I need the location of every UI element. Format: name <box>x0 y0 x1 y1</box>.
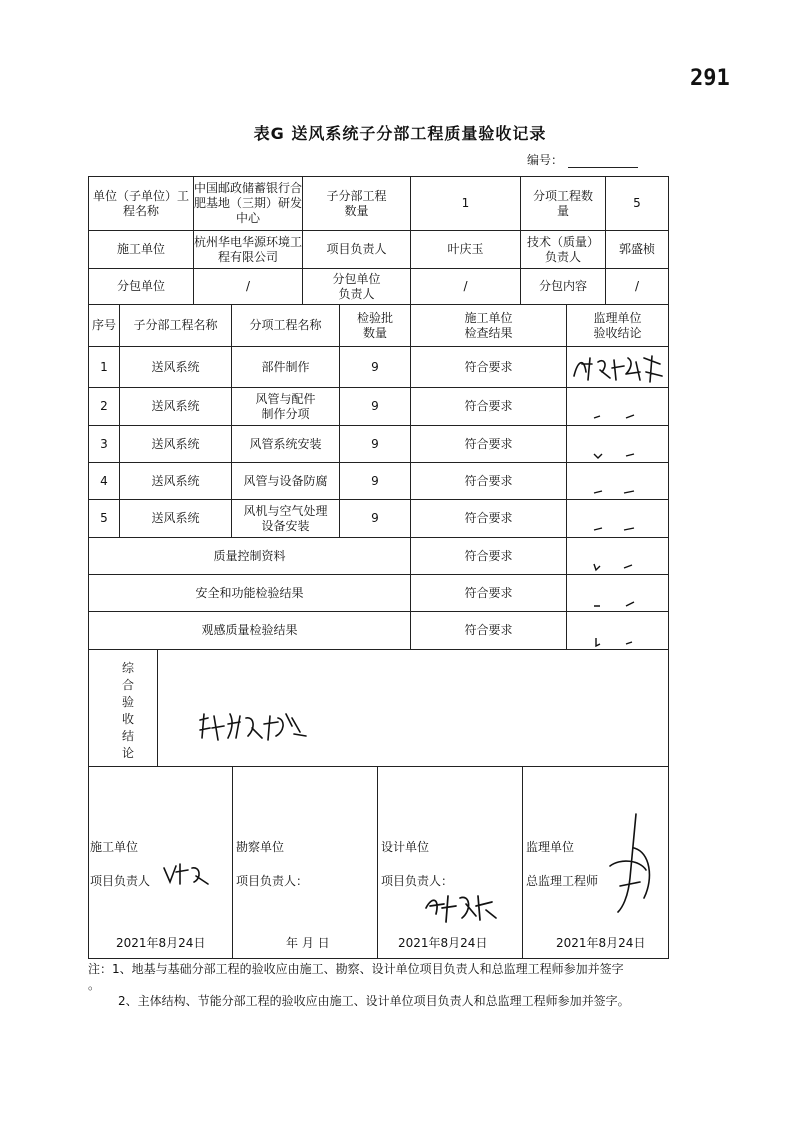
item-count-value: 5 <box>633 196 641 210</box>
summary-safety: 安全和功能检验结果 <box>195 585 304 600</box>
unit-name-value: 中国邮政储蓄银行合肥基地（三期）研发中心 <box>194 181 303 225</box>
row-4-subdivision: 送风系统 <box>151 473 200 488</box>
sign-contractor-unit: 施工单位 <box>90 840 139 854</box>
sign-supervision-date: 2021年8月24日 <box>556 936 646 950</box>
ditto-mark <box>590 598 650 610</box>
serial-label: 编号： <box>527 153 564 167</box>
col-item: 分项工程名称 <box>249 318 322 332</box>
col-batch: 检验批数量 <box>356 310 393 340</box>
sub-count-value: 1 <box>461 196 470 210</box>
contractor-label: 施工单位 <box>116 242 165 256</box>
subcontractor-value: / <box>245 279 251 293</box>
sub-content-value: / <box>634 279 640 293</box>
sign-survey-date: 年 月 日 <box>286 936 330 950</box>
sign-contractor-role: 项目负责人 <box>90 874 151 888</box>
row-5-seq: 5 <box>100 511 108 525</box>
ditto-mark <box>590 448 650 460</box>
row-5-check: 符合要求 <box>464 511 513 525</box>
summary-appearance-check: 符合要求 <box>464 623 513 637</box>
sub-count-label: 子分部工程数量 <box>326 188 387 218</box>
row-3-seq: 3 <box>100 436 108 451</box>
sign-survey-unit: 勘察单位 <box>236 840 285 854</box>
sign-supervision-unit: 监理单位 <box>526 840 575 854</box>
ditto-mark <box>590 522 650 534</box>
ditto-mark <box>590 560 650 572</box>
row-2-item: 风管与配件制作分项 <box>255 391 316 421</box>
sub-manager-value: / <box>463 279 468 293</box>
row-1-batch: 9 <box>371 359 379 374</box>
sign-design-role: 项目负责人： <box>381 874 454 888</box>
item-count-label: 分项工程数量 <box>533 188 594 218</box>
row-2-seq: 2 <box>100 399 108 413</box>
col-subdivision: 子分部工程名称 <box>133 318 218 332</box>
page-number: 291 <box>690 66 730 91</box>
project-manager-label: 项目负责人 <box>326 242 387 256</box>
subcontractor-label: 分包单位 <box>116 279 165 293</box>
summary-quality-data-check: 符合要求 <box>464 548 513 563</box>
row-1-check: 符合要求 <box>464 359 513 374</box>
project-manager-value: 叶庆玉 <box>447 242 484 256</box>
summary-safety-check: 符合要求 <box>464 585 513 600</box>
accept-handwriting <box>570 350 666 386</box>
note-1: 注：1、地基与基础分部工程的验收应由施工、勘察、设计单位项目负责人和总监理工程师参加并签字 <box>88 962 624 976</box>
row-1-subdivision: 送风系统 <box>151 359 200 374</box>
row-4-batch: 9 <box>371 473 379 488</box>
supervision-signature <box>600 808 660 918</box>
col-accept: 监理单位验收结论 <box>593 310 642 340</box>
ditto-mark <box>590 636 650 648</box>
row-4-item: 风管与设备防腐 <box>243 473 328 488</box>
row-5-item: 风机与空气处理设备安装 <box>243 503 328 533</box>
row-5-batch: 9 <box>371 511 379 525</box>
row-3-item: 风管系统安装 <box>249 436 322 451</box>
row-5-subdivision: 送风系统 <box>151 511 200 525</box>
note-1-tail: 。 <box>88 978 101 992</box>
row-2-subdivision: 送风系统 <box>151 399 200 413</box>
design-signature <box>420 888 500 928</box>
sub-manager-label: 分包单位负责人 <box>332 271 381 301</box>
row-1-seq: 1 <box>100 359 108 374</box>
summary-quality-data: 质量控制资料 <box>213 548 286 563</box>
col-check: 施工单位检查结果 <box>464 310 513 340</box>
sign-supervision-role: 总监理工程师 <box>526 874 599 888</box>
row-3-batch: 9 <box>371 436 379 451</box>
ditto-mark <box>590 410 650 422</box>
contractor-signature <box>160 858 220 888</box>
ditto-mark <box>590 485 650 497</box>
row-4-seq: 4 <box>100 473 108 488</box>
row-3-subdivision: 送风系统 <box>151 436 200 451</box>
unit-name-label: 单位（子单位）工程名称 <box>92 188 189 218</box>
serial-field <box>568 167 638 168</box>
sign-design-unit: 设计单位 <box>381 840 430 854</box>
summary-appearance: 观感质量检验结果 <box>201 623 298 637</box>
sign-survey-role: 项目负责人： <box>236 874 309 888</box>
col-seq: 序号 <box>91 318 116 332</box>
sign-design-date: 2021年8月24日 <box>398 936 488 950</box>
row-3-check: 符合要求 <box>464 436 513 451</box>
note-2: 2、主体结构、节能分部工程的验收应由施工、设计单位项目负责人和总监理工程师参加并签字。 <box>118 994 630 1008</box>
form-title: 表G 送风系统子分部工程质量验收记录 <box>253 124 547 143</box>
row-4-check: 符合要求 <box>464 473 513 488</box>
sub-content-label: 分包内容 <box>538 279 587 293</box>
conclusion-label: 综 合 验 收 结 论 <box>121 661 134 760</box>
tech-manager-value: 郭盛桢 <box>618 242 655 256</box>
row-1-item: 部件制作 <box>261 359 310 374</box>
contractor-value: 杭州华电华源环境工程有限公司 <box>194 234 303 264</box>
conclusion-handwriting <box>196 708 316 748</box>
row-2-check: 符合要求 <box>464 399 513 413</box>
row-2-batch: 9 <box>371 399 379 413</box>
sign-contractor-date: 2021年8月24日 <box>116 936 206 950</box>
tech-manager-label: 技术（质量）负责人 <box>527 234 600 264</box>
